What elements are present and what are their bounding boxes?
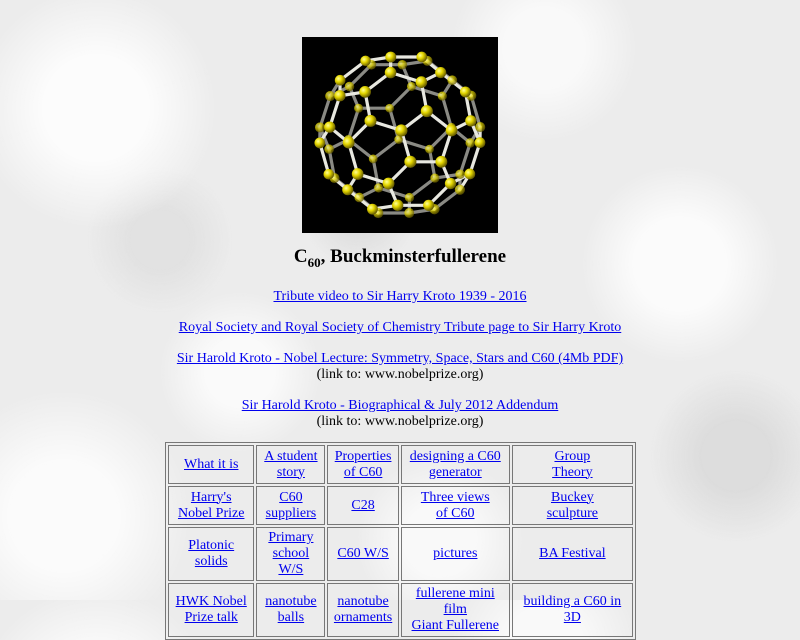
nav-table-cell <box>256 486 325 525</box>
nav-link-text: Giant Fullerene <box>405 618 506 634</box>
molecule-atom <box>421 105 433 117</box>
nav-link-text: Buckey <box>516 490 629 506</box>
molecule-atom <box>398 60 407 69</box>
molecule-atom <box>430 174 439 183</box>
nav-table-cell <box>512 583 633 637</box>
nav-link[interactable] <box>260 490 321 522</box>
molecule-atom <box>464 169 475 180</box>
nav-table-cell <box>512 486 633 525</box>
nav-link-text: designing a C60 <box>405 449 506 465</box>
nav-table-cell <box>168 583 254 637</box>
molecule-atom <box>447 75 457 85</box>
nav-table-cell <box>512 527 633 581</box>
nav-table-cell <box>327 583 398 637</box>
molecule-atom <box>475 122 485 132</box>
nav-table-cell <box>327 445 398 484</box>
molecule-atom <box>407 82 416 91</box>
nav-link[interactable] <box>516 594 629 626</box>
nav-link-text: building a C60 in 3D <box>516 594 629 626</box>
title-subscript: 60 <box>308 255 321 270</box>
nav-link-text: solids <box>172 554 250 570</box>
nav-link-text: of C60 <box>331 465 394 481</box>
nav-link[interactable] <box>260 449 321 481</box>
molecule-atom <box>455 169 465 179</box>
molecule-atom <box>383 178 395 190</box>
tribute-video-link[interactable]: Tribute video to Sir Harry Kroto 1939 - 2016 <box>273 289 526 304</box>
nav-link-text: Three views <box>405 490 506 506</box>
molecule-atom <box>416 76 428 88</box>
nav-table-cell <box>168 445 254 484</box>
nav-link-text: Prize talk <box>172 610 250 626</box>
nav-link[interactable] <box>405 449 506 481</box>
molecule-atom <box>367 204 378 215</box>
c60-molecule-graphic <box>302 37 498 233</box>
molecule-atom <box>438 91 447 100</box>
molecule-atom <box>324 121 335 132</box>
nav-link[interactable] <box>172 594 250 626</box>
nav-link[interactable] <box>405 546 506 562</box>
molecule-atom <box>342 184 353 195</box>
nav-table-cell <box>256 527 325 581</box>
nav-table-cell <box>401 486 510 525</box>
nav-link-text: C60 W/S <box>331 546 394 562</box>
molecule-atom <box>314 138 325 149</box>
navigation-table <box>165 442 636 640</box>
molecule-atom <box>345 82 354 91</box>
molecule-atom <box>343 137 355 149</box>
title-rest: , Buckminsterfullerene <box>321 246 506 267</box>
molecule-atom <box>324 169 335 180</box>
nav-link[interactable] <box>405 490 506 522</box>
nav-link-text: HWK Nobel <box>172 594 250 610</box>
molecule-atom <box>315 122 325 132</box>
molecule-atom <box>423 200 434 211</box>
nav-table-cell <box>327 527 398 581</box>
nav-table-cell <box>401 583 510 637</box>
nav-link-text: generator <box>405 465 506 481</box>
nav-link-text: sculpture <box>516 506 629 522</box>
nav-link-text: ornaments <box>331 610 394 626</box>
molecule-atom <box>385 67 397 79</box>
nav-table-cell <box>256 445 325 484</box>
molecule-atom <box>466 138 476 148</box>
nav-table-cell <box>401 445 510 484</box>
nav-table-row <box>168 527 633 581</box>
molecule-bond <box>390 86 412 108</box>
molecule-atom <box>325 91 335 101</box>
molecule-atom <box>425 145 434 154</box>
molecule-atom <box>335 75 346 86</box>
nav-link-text: Nobel Prize <box>172 506 250 522</box>
nav-link-text: A student <box>260 449 321 465</box>
molecule-atom <box>359 86 371 98</box>
nav-link[interactable] <box>516 546 629 562</box>
nav-link-text: BA Festival <box>516 546 629 562</box>
nav-link-text: Theory <box>516 465 629 481</box>
nav-table-row <box>168 583 633 637</box>
molecule-atom <box>404 156 416 168</box>
nav-link-text: Harry's <box>172 490 250 506</box>
title-prefix: C <box>294 246 308 267</box>
molecule-atom <box>354 193 364 203</box>
molecule-atom <box>392 200 403 211</box>
nav-link-text: Primary <box>260 530 321 546</box>
nav-link-text: suppliers <box>260 506 321 522</box>
nav-link-text: nanotube <box>331 594 394 610</box>
nav-link-text: Platonic <box>172 538 250 554</box>
molecule-bond <box>411 86 442 96</box>
royal-society-tribute-link[interactable]: Royal Society and Royal Society of Chemistry Tribute page to Sir Harry Kroto <box>179 320 622 335</box>
molecule-bond <box>409 178 434 197</box>
nav-table-cell <box>168 486 254 525</box>
biographical-note: (link to: www.nobelprize.org) <box>0 414 800 430</box>
nav-link[interactable] <box>172 538 250 570</box>
molecule-atom <box>374 183 383 192</box>
nav-table-row <box>168 486 633 525</box>
molecule-atom <box>395 124 407 136</box>
molecule-atom <box>324 144 334 154</box>
nav-link-text: C28 <box>331 498 394 514</box>
molecule-atom <box>354 104 363 113</box>
nav-table-cell <box>401 527 510 581</box>
nav-link-text: C60 <box>260 490 321 506</box>
molecule-atom <box>435 156 447 168</box>
molecule-atom <box>465 115 476 126</box>
molecule-atom <box>405 193 414 202</box>
nav-link-text: of C60 <box>405 506 506 522</box>
biographical-link[interactable]: Sir Harold Kroto - Biographical & July 2012 Addendum <box>242 398 559 413</box>
link-block-nobel-lecture <box>0 351 800 383</box>
nav-link[interactable] <box>331 498 394 514</box>
molecule-atom <box>365 115 377 127</box>
nav-link[interactable] <box>331 546 394 562</box>
nav-link[interactable] <box>331 449 394 481</box>
link-block-royal-society <box>0 320 800 336</box>
nav-link-text: school W/S <box>260 546 321 578</box>
nav-link-text: story <box>260 465 321 481</box>
molecule-atom <box>404 208 414 218</box>
molecule-atom <box>435 67 446 78</box>
nav-table-cell <box>256 583 325 637</box>
nav-link[interactable] <box>172 457 250 473</box>
nav-link[interactable] <box>260 530 321 578</box>
nav-link[interactable] <box>331 594 394 626</box>
molecule-atom <box>334 90 345 101</box>
nav-table-cell <box>512 445 633 484</box>
molecule-atom <box>352 168 364 180</box>
nav-link-text: nanotube <box>260 594 321 610</box>
nav-link[interactable] <box>260 594 321 626</box>
molecule-atom <box>369 155 378 164</box>
nav-link[interactable] <box>516 449 629 481</box>
nav-link[interactable] <box>405 586 506 634</box>
molecule-atom <box>385 52 396 63</box>
nav-link[interactable] <box>172 490 250 522</box>
molecule-atom <box>416 52 427 63</box>
nav-link[interactable] <box>516 490 629 522</box>
molecule-atom <box>460 86 471 97</box>
nav-table-row <box>168 445 633 484</box>
molecule-atom <box>455 185 465 195</box>
nobel-lecture-link[interactable]: Sir Harold Kroto - Nobel Lecture: Symmetry, Space, Stars and C60 (4Mb PDF) <box>177 351 623 366</box>
link-block-tribute-video <box>0 289 800 305</box>
molecule-bond <box>373 140 398 159</box>
nobel-lecture-note: (link to: www.nobelprize.org) <box>0 367 800 383</box>
c60-molecule-image <box>302 37 498 233</box>
nav-table-cell <box>327 486 398 525</box>
molecule-atom <box>475 137 486 148</box>
page-title <box>0 246 800 271</box>
nav-link-text: Properties <box>331 449 394 465</box>
nav-link-text: pictures <box>405 546 506 562</box>
molecule-atom <box>446 125 458 137</box>
nav-link-text: What it is <box>172 457 250 473</box>
molecule-atom <box>445 178 456 189</box>
nav-table-cell <box>168 527 254 581</box>
molecule-atom <box>360 56 370 66</box>
link-block-biographical <box>0 398 800 430</box>
nav-link-text: fullerene mini film <box>405 586 506 618</box>
molecule-atom <box>385 104 394 113</box>
nav-link-text: balls <box>260 610 321 626</box>
nav-link-text: Group <box>516 449 629 465</box>
